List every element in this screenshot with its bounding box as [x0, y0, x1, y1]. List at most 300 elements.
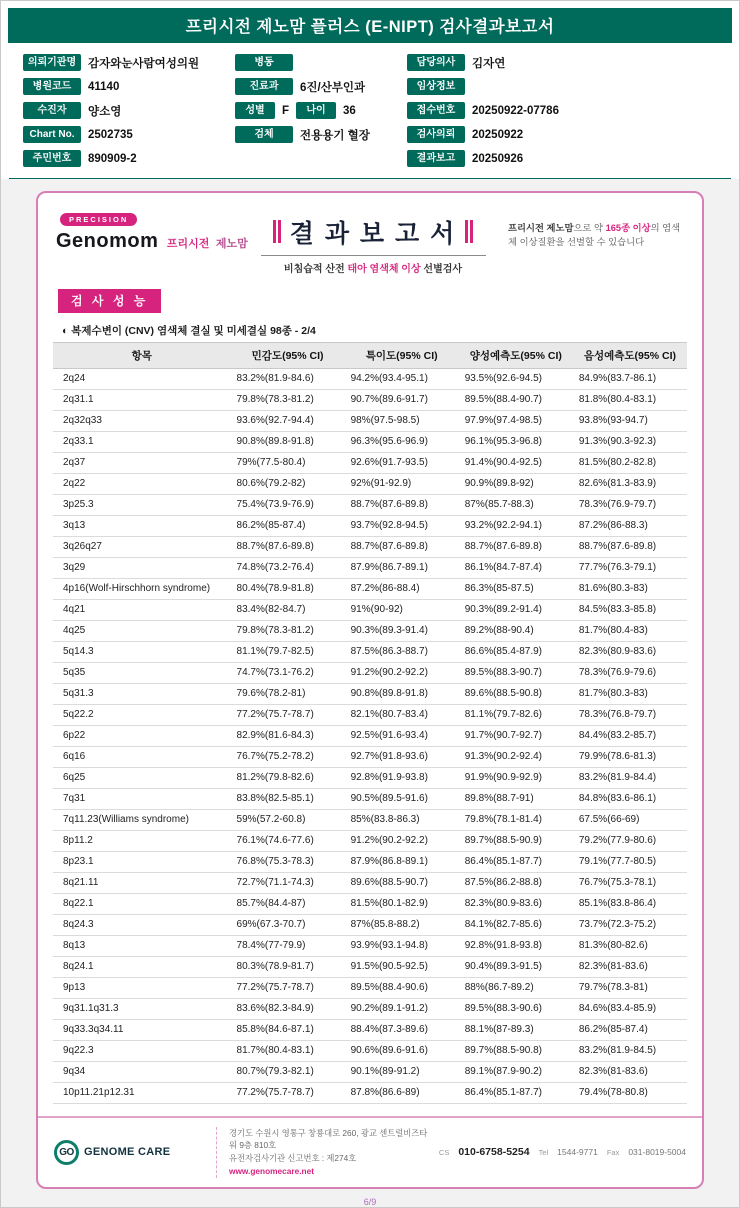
metric-cell: 74.8%(73.2-76.4) — [231, 557, 345, 578]
metric-cell: 79.8%(78.3-81.2) — [231, 389, 345, 410]
table-row — [53, 515, 687, 536]
item-name-cell: 8p23.1 — [53, 851, 231, 872]
genomecare-logo — [54, 1140, 206, 1165]
rrn-value: 890909-2 — [88, 152, 137, 165]
dept-label: 진료과 — [235, 78, 293, 95]
table-row — [53, 746, 687, 767]
metric-cell: 83.4%(82-84.7) — [231, 599, 345, 620]
metric-cell: 87.9%(86.7-89.1) — [345, 557, 459, 578]
metric-cell: 72.7%(71.1-74.3) — [231, 872, 345, 893]
metric-cell: 84.4%(83.2-85.7) — [573, 725, 687, 746]
metric-cell: 89.2%(88-90.4) — [459, 620, 573, 641]
metric-cell: 78.3%(76.9-79.6) — [573, 662, 687, 683]
metric-cell: 89.5%(88.4-90.7) — [459, 389, 573, 410]
metric-cell: 79.8%(78.1-81.4) — [459, 809, 573, 830]
table-row — [53, 557, 687, 578]
table-header-row — [53, 342, 687, 368]
table-row — [53, 452, 687, 473]
table-row — [53, 662, 687, 683]
info-cell-hospital-code — [23, 76, 235, 97]
metric-cell: 91.3%(90.3-92.3) — [573, 431, 687, 452]
chart-no-value: 2502735 — [88, 128, 133, 141]
table-caption: ◐ 복제수변이 (CNV) 염색체 결실 및 미세결실 98종 - 2/4 — [62, 324, 316, 337]
metric-cell: 85.8%(84.6-87.1) — [231, 1019, 345, 1040]
table-row — [53, 725, 687, 746]
item-name-cell: 4q25 — [53, 620, 231, 641]
metric-cell: 80.4%(78.9-81.8) — [231, 578, 345, 599]
item-name-cell: 4q21 — [53, 599, 231, 620]
metric-cell: 88.7%(87.6-89.8) — [345, 494, 459, 515]
page-body — [1, 179, 739, 1207]
item-name-cell: 7q11.23(Williams syndrome) — [53, 809, 231, 830]
metric-cell: 87.2%(86-88.3) — [573, 515, 687, 536]
metric-cell: 93.6%(92.7-94.4) — [231, 410, 345, 431]
metric-cell: 82.3%(80.9-83.6) — [573, 641, 687, 662]
metric-cell: 81.7%(80.4-83) — [573, 620, 687, 641]
metric-cell: 81.2%(79.8-82.6) — [231, 767, 345, 788]
metric-cell: 78.3%(76.9-79.7) — [573, 494, 687, 515]
header-sensitivity: 민감도(95% CI) — [231, 342, 345, 368]
table-row — [53, 536, 687, 557]
table-row — [53, 473, 687, 494]
item-name-cell: 8q13 — [53, 935, 231, 956]
metric-cell: 81.3%(80-82.6) — [573, 935, 687, 956]
metric-cell: 77.2%(75.7-78.7) — [231, 704, 345, 725]
patient-info-grid — [1, 43, 739, 173]
request-date-value: 20250922 — [472, 128, 524, 141]
metric-cell: 93.9%(93.1-94.8) — [345, 935, 459, 956]
metric-cell: 89.5%(88.3-90.7) — [459, 662, 573, 683]
metric-cell: 87.2%(86-88.4) — [345, 578, 459, 599]
performance-table-head — [53, 342, 687, 368]
metric-cell: 77.7%(76.3-79.1) — [573, 557, 687, 578]
table-row — [53, 641, 687, 662]
item-name-cell: 8p11.2 — [53, 830, 231, 851]
item-name-cell: 5q22.2 — [53, 704, 231, 725]
item-name-cell: 8q24.3 — [53, 914, 231, 935]
metric-cell: 88.7%(87.6-89.8) — [573, 536, 687, 557]
metric-cell: 82.3%(81-83.6) — [573, 956, 687, 977]
metric-cell: 89.1%(87.9-90.2) — [459, 1061, 573, 1082]
metric-cell: 87.8%(86.6-89) — [345, 1082, 459, 1103]
item-name-cell: 7q31 — [53, 788, 231, 809]
metric-cell: 90.1%(89-91.2) — [345, 1061, 459, 1082]
table-row — [53, 935, 687, 956]
metric-cell: 89.5%(88.4-90.6) — [345, 977, 459, 998]
report-side-note: 프리시전 제노맘으로 약 165종 이상의 염색체 이상질환을 선별할 수 있습니다 — [508, 222, 681, 247]
item-name-cell: 3p25.3 — [53, 494, 231, 515]
table-row — [53, 893, 687, 914]
metric-cell: 76.7%(75.2-78.2) — [231, 746, 345, 767]
metric-cell: 90.8%(89.8-91.8) — [345, 683, 459, 704]
metric-cell: 93.7%(92.8-94.5) — [345, 515, 459, 536]
metric-cell: 91.4%(90.4-92.5) — [459, 452, 573, 473]
metric-cell: 84.5%(83.3-85.8) — [573, 599, 687, 620]
metric-cell: 91.2%(90.2-92.2) — [345, 830, 459, 851]
metric-cell: 89.6%(88.5-90.8) — [459, 683, 573, 704]
item-name-cell: 8q21.11 — [53, 872, 231, 893]
metric-cell: 84.1%(82.7-85.6) — [459, 914, 573, 935]
metric-cell: 91.2%(90.2-92.2) — [345, 662, 459, 683]
metric-cell: 91.7%(90.7-92.7) — [459, 725, 573, 746]
card-footer — [38, 1116, 702, 1187]
item-name-cell: 6q25 — [53, 767, 231, 788]
metric-cell: 76.1%(74.6-77.6) — [231, 830, 345, 851]
info-cell-request-date — [407, 124, 725, 145]
specimen-value: 전용용기 혈장 — [300, 129, 370, 142]
section-test-performance: 검 사 성 능 — [58, 289, 161, 313]
metric-cell: 87%(85.8-88.2) — [345, 914, 459, 935]
doctor-value: 김자연 — [472, 57, 506, 70]
metric-cell: 82.1%(80.7-83.4) — [345, 704, 459, 725]
metric-cell: 92.8%(91.8-93.8) — [459, 935, 573, 956]
brand-row — [56, 229, 248, 253]
metric-cell: 87.5%(86.2-88.8) — [459, 872, 573, 893]
metric-cell: 86.1%(84.7-87.4) — [459, 557, 573, 578]
metric-cell: 79.1%(77.7-80.5) — [573, 851, 687, 872]
table-row — [53, 1082, 687, 1103]
metric-cell: 89.8%(88.7-91) — [459, 788, 573, 809]
table-row — [53, 683, 687, 704]
metric-cell: 86.6%(85.4-87.9) — [459, 641, 573, 662]
metric-cell: 83.2%(81.9-84.4) — [573, 767, 687, 788]
report-subtitle: 비침습적 산전 태아 염색체 이상 선별검사 — [283, 263, 463, 275]
metric-cell: 83.2%(81.9-84.6) — [231, 368, 345, 389]
item-name-cell: 8q22.1 — [53, 893, 231, 914]
item-name-cell: 9p13 — [53, 977, 231, 998]
metric-cell: 96.3%(95.6-96.9) — [345, 431, 459, 452]
tel-label: Tel — [538, 1148, 549, 1158]
table-row — [53, 830, 687, 851]
tel-number: 1544-9771 — [557, 1147, 598, 1158]
dept-value: 6진/산부인과 — [300, 81, 366, 94]
metric-cell: 89.6%(88.5-90.7) — [345, 872, 459, 893]
item-name-cell: 2q22 — [53, 473, 231, 494]
metric-cell: 80.7%(79.3-82.1) — [231, 1061, 345, 1082]
metric-cell: 90.2%(89.1-91.2) — [345, 998, 459, 1019]
metric-cell: 89.5%(88.3-90.6) — [459, 998, 573, 1019]
metric-cell: 86.2%(85-87.4) — [573, 1019, 687, 1040]
metric-cell: 74.7%(73.1-76.2) — [231, 662, 345, 683]
item-name-cell: 2q24 — [53, 368, 231, 389]
specimen-label: 검체 — [235, 126, 293, 143]
address-line-2: 유전자검사기관 신고번호 : 제274호 — [229, 1153, 357, 1164]
performance-table — [53, 342, 687, 1104]
metric-cell: 83.6%(82.3-84.9) — [231, 998, 345, 1019]
item-name-cell: 6p22 — [53, 725, 231, 746]
table-row — [53, 956, 687, 977]
receipt-label: 접수번호 — [407, 102, 465, 119]
metric-cell: 81.5%(80.1-82.9) — [345, 893, 459, 914]
hospital-code-value: 41140 — [88, 80, 120, 93]
metric-cell: 90.3%(89.3-91.4) — [345, 620, 459, 641]
info-cell-chart — [23, 124, 235, 145]
metric-cell: 88.7%(87.6-89.8) — [231, 536, 345, 557]
metric-cell: 81.6%(80.3-83) — [573, 578, 687, 599]
metric-cell: 79.2%(77.9-80.6) — [573, 830, 687, 851]
table-row — [53, 410, 687, 431]
item-name-cell: 5q31.3 — [53, 683, 231, 704]
metric-cell: 93.5%(92.6-94.5) — [459, 368, 573, 389]
table-row — [53, 494, 687, 515]
info-cell-clinical — [407, 76, 725, 97]
metric-cell: 87.9%(86.8-89.1) — [345, 851, 459, 872]
card-header — [38, 193, 702, 281]
metric-cell: 77.2%(75.7-78.7) — [231, 1082, 345, 1103]
title-underline — [261, 255, 486, 256]
table-row — [53, 599, 687, 620]
item-name-cell: 3q13 — [53, 515, 231, 536]
rrn-label: 주민번호 — [23, 150, 81, 167]
cs-number: 010-6758-5254 — [458, 1146, 530, 1159]
info-cell-receipt — [407, 100, 725, 121]
table-row — [53, 872, 687, 893]
metric-cell: 81.7%(80.3-83) — [573, 683, 687, 704]
org-value: 감자와눈사람여성의원 — [88, 57, 200, 70]
table-row — [53, 851, 687, 872]
metric-cell: 88.1%(87-89.3) — [459, 1019, 573, 1040]
metric-cell: 98%(97.5-98.5) — [345, 410, 459, 431]
metric-cell: 83.8%(82.5-85.1) — [231, 788, 345, 809]
metric-cell: 77.2%(75.7-78.7) — [231, 977, 345, 998]
metric-cell: 90.4%(89.3-91.5) — [459, 956, 573, 977]
header-item: 항목 — [53, 342, 231, 368]
age-label: 나이 — [296, 102, 336, 119]
item-name-cell: 9q33.3q34.11 — [53, 1019, 231, 1040]
item-name-cell: 9q31.1q31.3 — [53, 998, 231, 1019]
metric-cell: 94.2%(93.4-95.1) — [345, 368, 459, 389]
brand-name: Genomom — [56, 229, 159, 252]
item-name-cell: 3q26q27 — [53, 536, 231, 557]
info-cell-specimen — [235, 124, 407, 145]
genomecare-name: GENOME CARE — [84, 1146, 171, 1159]
metric-cell: 91.5%(90.5-92.5) — [345, 956, 459, 977]
info-cell-doctor — [407, 52, 725, 73]
receipt-value: 20250922-07786 — [472, 104, 559, 117]
item-name-cell: 2q37 — [53, 452, 231, 473]
metric-cell: 88.7%(87.6-89.8) — [459, 536, 573, 557]
metric-cell: 76.8%(75.3-78.3) — [231, 851, 345, 872]
fax-label: Fax — [606, 1148, 620, 1158]
metric-cell: 80.6%(79.2-82) — [231, 473, 345, 494]
metric-cell: 81.8%(80.4-83.1) — [573, 389, 687, 410]
metric-cell: 96.1%(95.3-96.8) — [459, 431, 573, 452]
metric-cell: 69%(67.3-70.7) — [231, 914, 345, 935]
report-title: 결 과 보 고 서 — [289, 219, 457, 248]
metric-cell: 78.4%(77-79.9) — [231, 935, 345, 956]
brand-kr-genomom: 제노맘 — [215, 237, 248, 250]
metric-cell: 92%(91-92.9) — [345, 473, 459, 494]
metric-cell: 90.7%(89.6-91.7) — [345, 389, 459, 410]
item-name-cell: 8q24.1 — [53, 956, 231, 977]
table-row — [53, 809, 687, 830]
table-row — [53, 389, 687, 410]
metric-cell: 79.9%(78.6-81.3) — [573, 746, 687, 767]
precision-badge: PRECISION — [60, 213, 137, 226]
chart-no-label: Chart No. — [23, 126, 81, 143]
info-cell-report-date — [407, 148, 725, 169]
metric-cell: 88%(86.7-89.2) — [459, 977, 573, 998]
item-name-cell: 9q22.3 — [53, 1040, 231, 1061]
metric-cell: 85.1%(83.8-86.4) — [573, 893, 687, 914]
title-accent-bars-left-icon — [273, 220, 281, 243]
metric-cell: 82.3%(81-83.6) — [573, 1061, 687, 1082]
report-date-value: 20250926 — [472, 152, 524, 165]
website-link: www.genomecare.net — [229, 1166, 314, 1177]
item-name-cell: 5q14.3 — [53, 641, 231, 662]
metric-cell: 81.5%(80.2-82.8) — [573, 452, 687, 473]
metric-cell: 86.4%(85.1-87.7) — [459, 851, 573, 872]
table-row — [53, 914, 687, 935]
metric-cell: 88.4%(87.3-89.6) — [345, 1019, 459, 1040]
report-title-block — [238, 209, 508, 275]
org-label: 의뢰기관명 — [23, 54, 81, 71]
genomom-logo — [56, 209, 248, 253]
table-row — [53, 998, 687, 1019]
table-row — [53, 431, 687, 452]
table-row — [53, 578, 687, 599]
performance-table-body — [53, 368, 687, 1103]
cs-label: CS — [438, 1148, 450, 1158]
doctor-label: 담당의사 — [407, 54, 465, 71]
report-date-label: 결과보고 — [407, 150, 465, 167]
metric-cell: 91.9%(90.9-92.9) — [459, 767, 573, 788]
address-line-1: 경기도 수원시 영통구 창룡대로 260, 광교 센트럴비즈타워 9층 810호 — [229, 1127, 428, 1151]
age-value: 36 — [343, 104, 356, 117]
header-specificity: 특이도(95% CI) — [345, 342, 459, 368]
metric-cell: 90.3%(89.2-91.4) — [459, 599, 573, 620]
metric-cell: 84.9%(83.7-86.1) — [573, 368, 687, 389]
item-name-cell: 2q33.1 — [53, 431, 231, 452]
table-row — [53, 977, 687, 998]
metric-cell: 59%(57.2-60.8) — [231, 809, 345, 830]
table-row — [53, 1019, 687, 1040]
info-cell-patient — [23, 100, 235, 121]
metric-cell: 82.9%(81.6-84.3) — [231, 725, 345, 746]
table-row — [53, 1040, 687, 1061]
metric-cell: 90.8%(89.8-91.8) — [231, 431, 345, 452]
page-title: 프리시전 제노맘 플러스 (E-NIPT) 검사결과보고서 — [8, 8, 732, 43]
metric-cell: 92.8%(91.9-93.8) — [345, 767, 459, 788]
brand-kr-precision: 프리시전 — [166, 237, 210, 250]
item-name-cell: 4p16(Wolf-Hirschhorn syndrome) — [53, 578, 231, 599]
metric-cell: 78.3%(76.8-79.7) — [573, 704, 687, 725]
info-cell-sex-age — [235, 100, 407, 121]
metric-cell: 79.7%(78.3-81) — [573, 977, 687, 998]
genomecare-mark-icon: GO — [54, 1140, 79, 1165]
request-date-label: 검사의뢰 — [407, 126, 465, 143]
header-npv: 음성예측도(95% CI) — [573, 342, 687, 368]
metric-cell: 90.5%(89.5-91.6) — [345, 788, 459, 809]
metric-cell: 75.4%(73.9-76.9) — [231, 494, 345, 515]
footer-address — [216, 1127, 429, 1178]
info-cell-dept — [235, 76, 407, 97]
metric-cell: 91.3%(90.2-92.4) — [459, 746, 573, 767]
table-row — [53, 1061, 687, 1082]
result-report-card — [36, 191, 704, 1189]
metric-cell: 79.8%(78.3-81.2) — [231, 620, 345, 641]
item-name-cell: 3q29 — [53, 557, 231, 578]
metric-cell: 86.3%(85-87.5) — [459, 578, 573, 599]
metric-cell: 81.1%(79.7-82.5) — [231, 641, 345, 662]
metric-cell: 91%(90-92) — [345, 599, 459, 620]
metric-cell: 93.2%(92.2-94.1) — [459, 515, 573, 536]
info-cell-ward — [235, 52, 407, 73]
clinical-label: 임상정보 — [407, 78, 465, 95]
item-name-cell: 10p11.21p12.31 — [53, 1082, 231, 1103]
header-ppv: 양성예측도(95% CI) — [459, 342, 573, 368]
metric-cell: 83.2%(81.9-84.5) — [573, 1040, 687, 1061]
patient-name-value: 양소영 — [88, 105, 122, 118]
report-title-row — [238, 214, 508, 250]
item-name-cell: 6q16 — [53, 746, 231, 767]
metric-cell: 89.7%(88.5-90.9) — [459, 830, 573, 851]
half-circle-icon: ◐ — [62, 324, 69, 337]
metric-cell: 81.7%(80.4-83.1) — [231, 1040, 345, 1061]
table-row — [53, 620, 687, 641]
item-name-cell: 9q34 — [53, 1061, 231, 1082]
metric-cell: 86.4%(85.1-87.7) — [459, 1082, 573, 1103]
table-row — [53, 704, 687, 725]
table-row — [53, 368, 687, 389]
metric-cell: 87.5%(86.3-88.7) — [345, 641, 459, 662]
footer-contact — [439, 1146, 686, 1158]
table-row — [53, 788, 687, 809]
sex-label: 성별 — [235, 102, 275, 119]
metric-cell: 93.8%(93-94.7) — [573, 410, 687, 431]
info-cell-org — [23, 52, 235, 73]
metric-cell: 90.6%(89.6-91.6) — [345, 1040, 459, 1061]
metric-cell: 88.7%(87.6-89.8) — [345, 536, 459, 557]
hospital-code-label: 병원코드 — [23, 78, 81, 95]
info-cell-rrn — [23, 148, 235, 169]
item-name-cell: 2q31.1 — [53, 389, 231, 410]
info-cell-empty — [235, 148, 407, 169]
metric-cell: 67.5%(66-69) — [573, 809, 687, 830]
metric-cell: 73.7%(72.3-75.2) — [573, 914, 687, 935]
metric-cell: 79%(77.5-80.4) — [231, 452, 345, 473]
item-name-cell: 5q35 — [53, 662, 231, 683]
metric-cell: 81.1%(79.7-82.6) — [459, 704, 573, 725]
metric-cell: 86.2%(85-87.4) — [231, 515, 345, 536]
metric-cell: 92.5%(91.6-93.4) — [345, 725, 459, 746]
metric-cell: 92.7%(91.8-93.6) — [345, 746, 459, 767]
metric-cell: 80.3%(78.9-81.7) — [231, 956, 345, 977]
metric-cell: 84.8%(83.6-86.1) — [573, 788, 687, 809]
metric-cell: 97.9%(97.4-98.5) — [459, 410, 573, 431]
metric-cell: 85.7%(84.4-87) — [231, 893, 345, 914]
patient-label: 수진자 — [23, 102, 81, 119]
fax-number: 031-8019-5004 — [628, 1147, 686, 1158]
metric-cell: 82.6%(81.3-83.9) — [573, 473, 687, 494]
metric-cell: 76.7%(75.3-78.1) — [573, 872, 687, 893]
metric-cell: 79.6%(78.2-81) — [231, 683, 345, 704]
metric-cell: 84.6%(83.4-85.9) — [573, 998, 687, 1019]
metric-cell: 82.3%(80.9-83.6) — [459, 893, 573, 914]
ward-label: 병동 — [235, 54, 293, 71]
title-accent-bars-right-icon — [465, 220, 473, 243]
sex-value: F — [282, 104, 290, 117]
page-number: 6/9 — [363, 1197, 377, 1207]
metric-cell: 85%(83.8-86.3) — [345, 809, 459, 830]
metric-cell: 90.9%(89.8-92) — [459, 473, 573, 494]
metric-cell: 92.6%(91.7-93.5) — [345, 452, 459, 473]
metric-cell: 87%(85.7-88.3) — [459, 494, 573, 515]
item-name-cell: 2q32q33 — [53, 410, 231, 431]
metric-cell: 89.7%(88.5-90.8) — [459, 1040, 573, 1061]
metric-cell: 79.4%(78-80.8) — [573, 1082, 687, 1103]
table-row — [53, 767, 687, 788]
